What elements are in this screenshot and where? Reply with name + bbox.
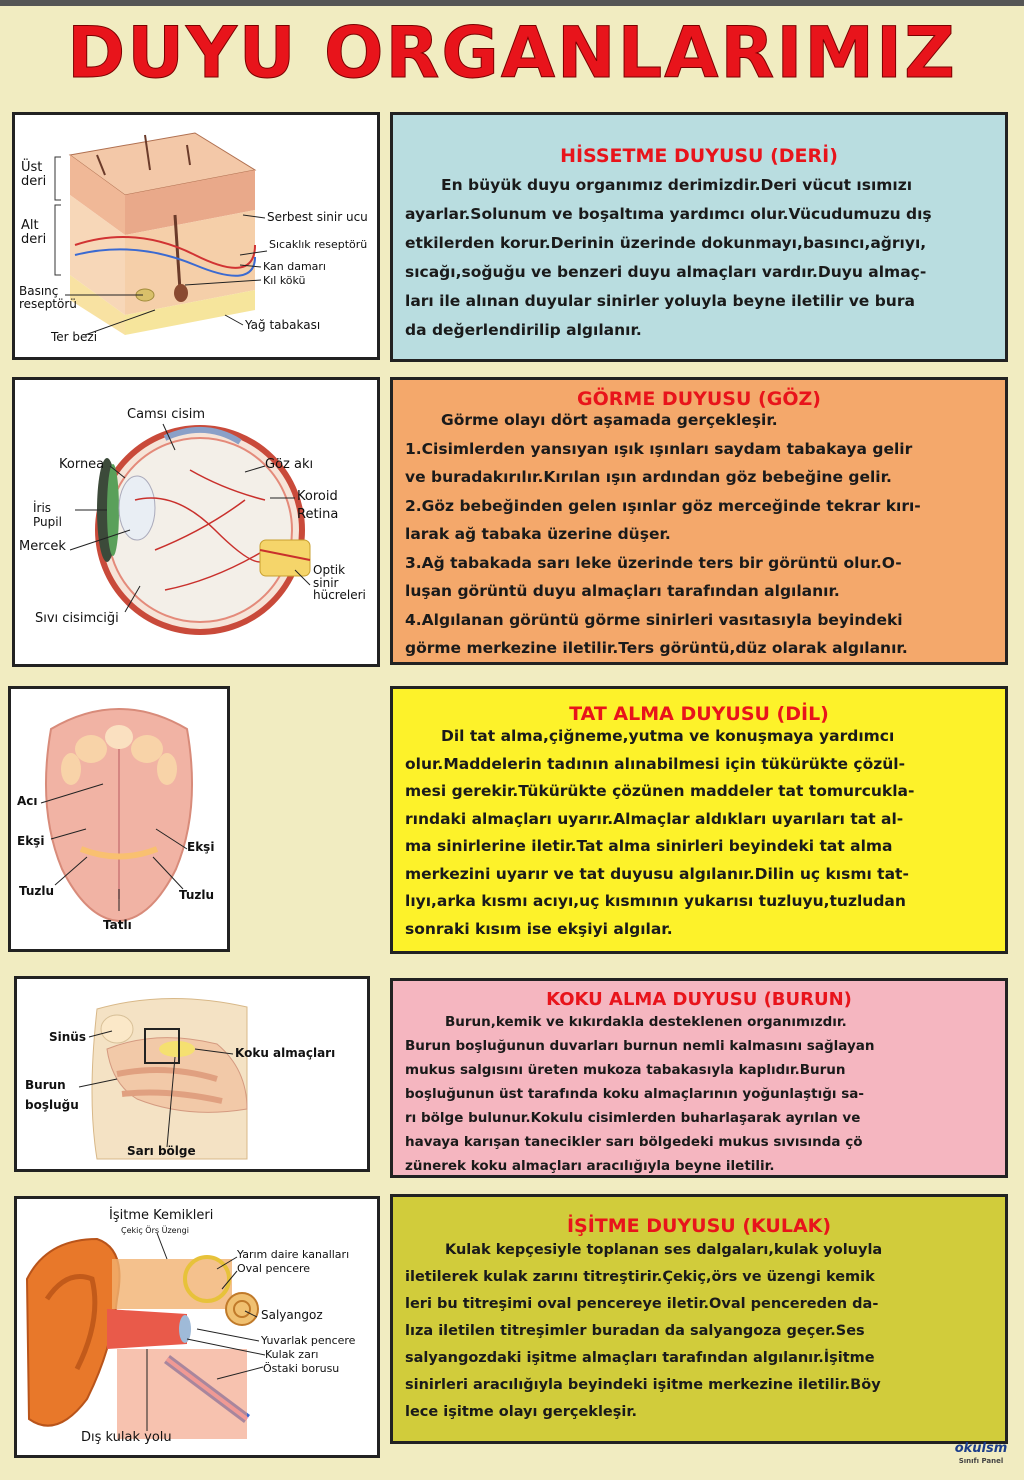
text-line: sonraki kısım ise ekşiyi algılar. xyxy=(405,919,673,938)
label-tatli: Tatlı xyxy=(103,918,132,932)
label-siyi: Sıvı cisimciği xyxy=(35,611,119,626)
logo-text: okulsm xyxy=(954,1441,1008,1456)
top-border-line xyxy=(0,0,1024,6)
text-line: etkilerden korur.Derinin üzerinde dokunmayı,basıncı,ağrıyı, xyxy=(405,234,927,252)
label-camsi: Camsı cisim xyxy=(127,407,206,422)
text-line: mesi gerekir.Tükürükte çözünen maddeler tat tomurcukla- xyxy=(405,782,915,800)
text-line: boşluğunun üst tarafında koku almaçlarının yoğunlaştığı sa- xyxy=(405,1086,864,1102)
eye-diagram xyxy=(12,377,380,667)
label-ostaki: Östaki borusu xyxy=(263,1362,340,1375)
text-line: lece işitme olayı gerçekleşir. xyxy=(405,1404,637,1420)
ear-panel xyxy=(390,1194,1008,1444)
label-tuzlu-right: Tuzlu xyxy=(179,888,215,902)
text-line: ları ile alınan duyular sinirler yoluyla beyne iletilir ve bura xyxy=(405,292,915,310)
label-sinus: Sinüs xyxy=(49,1030,86,1044)
skin-heading: HİSSETME DUYUSU (DERİ) xyxy=(560,145,838,167)
label-yuvarlak: Yuvarlak pencere xyxy=(261,1334,356,1347)
text-line: larak ağ tabaka üzerine düşer. xyxy=(405,525,671,543)
skin-panel xyxy=(390,112,1008,362)
text-line: görme merkezine iletilir.Ters görüntü,düz olarak algılanır. xyxy=(405,639,908,657)
label-eksi-left: Ekşi xyxy=(17,834,45,848)
ear-heading: İŞİTME DUYUSU (KULAK) xyxy=(566,1215,832,1237)
text-line: ayarlar.Solunum ve boşaltıma yardımcı olur.Vücudumuzu dış xyxy=(405,205,932,223)
nose-diagram xyxy=(14,976,370,1172)
label-yag: Yağ tabakası xyxy=(245,318,321,332)
text-line: Dil tat alma,çiğneme,yutma ve konuşmaya yardımcı xyxy=(441,727,895,745)
text-line: 4.Algılanan görüntü görme sinirleri vasıtasıyla beyindeki xyxy=(405,610,903,629)
label-kan: Kan damarı xyxy=(263,260,326,273)
eye-heading: GÖRME DUYUSU (GÖZ) xyxy=(577,388,821,410)
text-line: Görme olayı dört aşamada gerçekleşir. xyxy=(441,411,778,429)
text-line: 1.Cisimlerden yansıyan ışık ışınları saydam tabakaya gelir xyxy=(405,439,913,458)
text-line: salyangozdaki işitme almaçları tarafından algılanır.İşitme xyxy=(405,1350,875,1366)
label-iris: İris xyxy=(33,501,52,515)
page-title: DUYU ORGANLARIMIZ xyxy=(67,12,957,94)
tongue-illustration xyxy=(11,689,227,949)
label-salyangoz: Salyangoz xyxy=(261,1308,323,1322)
nose-heading: KOKU ALMA DUYUSU (BURUN) xyxy=(546,989,852,1010)
label-eksi-right: Ekşi xyxy=(187,840,215,854)
text-line: mukus salgısını üreten mukoza tabakasıyla kaplıdır.Burun xyxy=(405,1062,846,1078)
skin-diagram xyxy=(12,112,380,360)
label-goz-aki: Göz akı xyxy=(265,457,314,472)
text-line: da değerlendirilip algılanır. xyxy=(405,321,642,339)
skin-illustration xyxy=(15,115,377,357)
skin-text xyxy=(405,171,993,345)
text-line: Burun,kemik ve kıkırdakla desteklenen organımızdır. xyxy=(445,1014,847,1030)
text-line: ve buradakırılır.Kırılan ışın ardından göz bebeğine gelir. xyxy=(405,468,892,486)
text-line: olur.Maddelerin tadının alınabilmesi için tükürükte çözül- xyxy=(405,754,906,773)
ear-text xyxy=(405,1237,993,1426)
label-pupil: Pupil xyxy=(33,515,62,529)
nose-illustration xyxy=(17,979,367,1169)
ear-illustration xyxy=(17,1199,377,1455)
text-line: zünerek koku almaçları aracılığıyla beyne iletilir. xyxy=(405,1158,775,1174)
text-line: En büyük duyu organımız derimizdir.Deri vücut ısımızı xyxy=(441,176,913,194)
label-aci: Acı xyxy=(17,794,38,808)
text-line: havaya karışan tanecikler sarı bölgedeki mukus sıvısında çö xyxy=(405,1134,863,1150)
label-mercek: Mercek xyxy=(19,539,66,554)
text-line: iletilerek kulak zarını titreştirir.Çekiç,örs ve üzengi kemik xyxy=(405,1269,875,1285)
label-basinc: Basınç reseptörü xyxy=(19,284,77,311)
text-line: Kulak kepçesiyle toplanan ses dalgaları,kulak yoluyla xyxy=(445,1242,883,1258)
label-sari: Sarı bölge xyxy=(127,1144,196,1158)
eye-panel xyxy=(390,377,1008,665)
text-line: lıyı,arka kısmı acıyı,uç kısmının yukarısı tuzluyu,tuzludan xyxy=(405,892,906,910)
label-oval: Oval pencere xyxy=(237,1262,311,1275)
label-kemik-alt: Çekiç Örs Üzengi xyxy=(121,1226,189,1235)
text-line: sıcağı,soğuğu ve benzeri duyu almaçları vardır.Duyu almaç- xyxy=(405,263,927,281)
text-line: 2.Göz bebeğinden gelen ışınlar göz merceğinde tekrar kırı- xyxy=(405,496,921,515)
text-line: leri bu titreşimi oval pencereye iletir.Oval pencereden da- xyxy=(405,1296,879,1312)
label-ter-bezi: Ter bezi xyxy=(51,330,98,344)
text-line: merkezini uyarır ve tat duyusu algılanır.Dilin uç kısmı tat- xyxy=(405,864,909,883)
text-line: rındaki almaçları uyarır.Almaçlar aldıkları uyarıları tat al- xyxy=(405,809,904,828)
label-tuzlu-left: Tuzlu xyxy=(19,884,55,898)
label-ust-deri: Üst deri xyxy=(21,160,47,189)
label-serbest: Serbest sinir ucu xyxy=(267,210,368,224)
label-sicaklik: Sıcaklık reseptörü xyxy=(269,238,368,251)
text-line: 3.Ağ tabakada sarı leke üzerinde ters bir görüntü olur.O- xyxy=(405,553,902,572)
tongue-panel xyxy=(390,686,1008,954)
label-zar: Kulak zarı xyxy=(265,1348,319,1361)
label-burun: Burun boşluğu xyxy=(25,1078,79,1112)
label-kornea: Kornea xyxy=(59,457,105,472)
label-optik: Optik sinir hücreleri xyxy=(313,563,366,603)
eye-text xyxy=(405,406,993,663)
text-line: Burun boşluğunun duvarları burnun nemli kalmasını sağlayan xyxy=(405,1038,875,1054)
label-yarim: Yarım daire kanalları xyxy=(237,1248,350,1261)
label-alt-deri: Alt deri xyxy=(21,218,47,247)
logo-subtext: Sınıfı Panel xyxy=(958,1457,1004,1465)
label-retina: Retina xyxy=(297,507,339,522)
label-kil: Kıl kökü xyxy=(263,274,306,287)
tongue-heading: TAT ALMA DUYUSU (DİL) xyxy=(569,703,829,725)
nose-text xyxy=(405,1010,993,1178)
text-line: lıza iletilen titreşimler buradan da salyangoza geçer.Ses xyxy=(405,1323,865,1339)
tongue-text xyxy=(405,723,993,943)
text-line: ma sinirlerine iletir.Tat alma sinirleri beyindeki tat alma xyxy=(405,837,893,855)
text-line: sinirleri aracılığıyla beyindeki işitme merkezine iletilir.Böy xyxy=(405,1377,881,1393)
label-kemikler: İşitme Kemikleri xyxy=(109,1208,214,1223)
ear-diagram xyxy=(14,1196,380,1458)
label-dis: Dış kulak yolu xyxy=(81,1430,172,1445)
text-line: luşan görüntü duyu almaçları tarafından algılanır. xyxy=(405,582,840,600)
label-koroid: Koroid xyxy=(297,489,338,504)
label-koku: Koku almaçları xyxy=(235,1046,336,1060)
tongue-diagram xyxy=(8,686,230,952)
nose-panel xyxy=(390,978,1008,1178)
text-line: rı bölge bulunur.Kokulu cisimlerden buharlaşarak ayrılan ve xyxy=(405,1110,861,1126)
publisher-logo xyxy=(944,1442,1018,1476)
